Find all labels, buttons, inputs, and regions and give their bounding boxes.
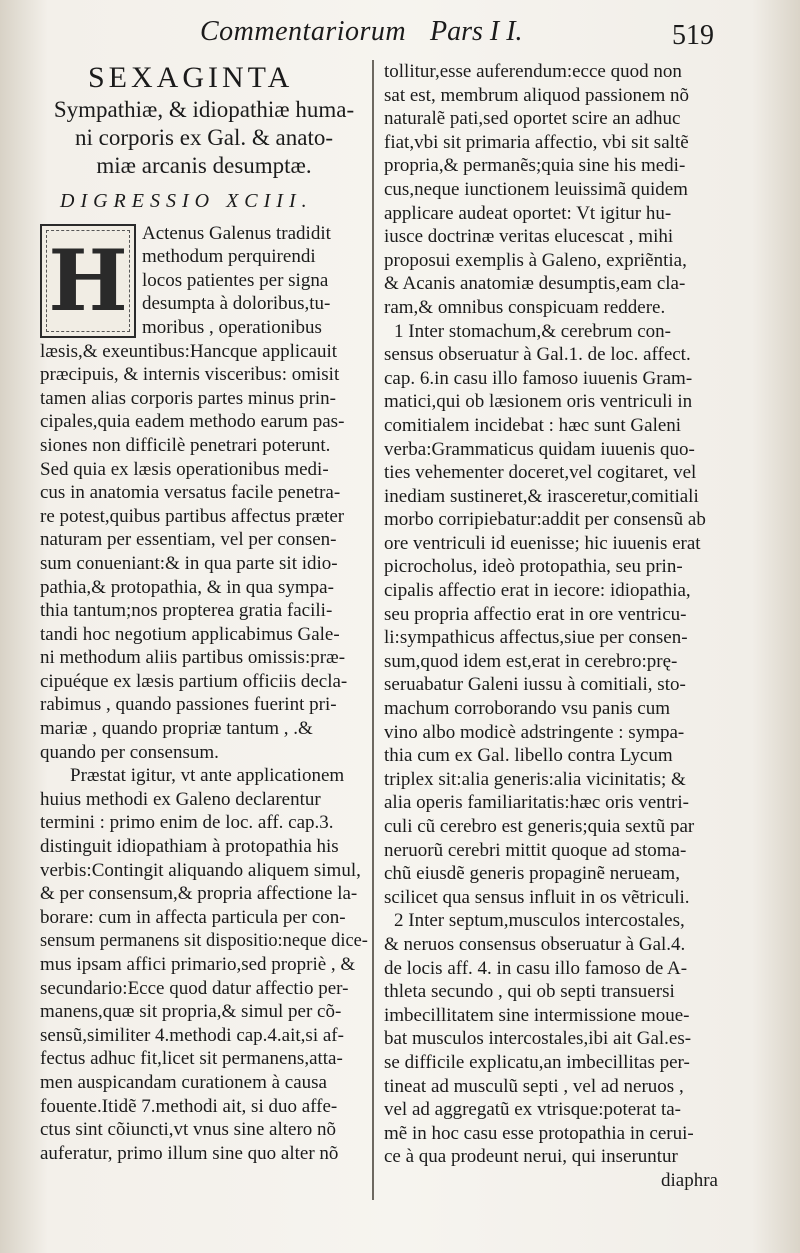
text-line: sum,quod idem est,erat in cerebro:prę- [384,650,678,672]
right-item-2 [384,909,728,1169]
text-line: Sed quia ex læsis operationibus medi- [40,458,329,480]
text-line: Sympathiæ, & idiopathiæ huma- [53,97,355,122]
text-line: fouente.Itidẽ 7.methodi ait, si duo affe- [40,1095,338,1117]
text-line: ce à qua prodeunt nerui, qui inseruntur [384,1146,678,1168]
text-line: vino albo modicè adstringente : sympa- [384,721,685,743]
text-line: quando per consensum. [40,741,219,763]
text-line: inediam sustineret,& irasceretur,comitiali [384,485,699,507]
text-line: 2 Inter septum,musculos intercostales, [394,910,685,932]
right-item-1 [384,320,728,910]
text-line: morbo corripiebatur:addit per consensũ ab [384,509,706,531]
paragraph-2 [40,764,368,1165]
text-line: seruabatur Galeni iussu à comitiali, sto- [384,674,686,696]
section-title: SEXAGINTA [88,61,294,94]
running-title: Commentariorum [200,16,407,47]
text-line: huius methodi ex Galeno declarentur [40,788,321,810]
text-line: ram,& omnibus conspicuam reddere. [384,296,666,318]
column-divider [372,60,374,1200]
text-line: distinguit idiopathiam à protopathia his [40,836,339,858]
text-line: li:sympathicus affectus,siue per consen- [384,627,688,649]
text-line: & neruos consensus obseruatur à Gal.4. [384,933,686,955]
text-line: se difficile explicatu,an imbecillitas per- [384,1051,690,1073]
text-line: mẽ in hoc casu esse protopathia in ceruі- [384,1122,694,1144]
text-line: sensum permanens sit dispositio:neque dice- [40,930,368,952]
text-line: desumpta à doloribus,tu- [142,293,331,315]
text-line: matici,qui ob læsionem oris ventriculi in [384,391,693,413]
text-line: triplex sit:alia generis:alia vicinitatis; & [384,768,686,790]
text-line: secundario:Ecce quod datur affectio per- [40,977,349,999]
text-line: sensus obseruatur à Gal.1. de loc. affect. [384,344,691,366]
text-line: de locis aff. 4. in casu illo famoso de A- [384,957,688,979]
text-line: borare: cum in affecta particula per con- [40,906,346,928]
initial-letter: H [48,230,128,330]
text-line: vel ad aggregatũ ex vtrisque:poterat ta- [384,1099,682,1121]
catchword: diaphra [661,1169,718,1191]
text-line: tollitur,esse auferendum:ecce quod non [384,61,682,82]
text-line: mariæ , quando propriæ tantum , .& [40,718,313,740]
text-line: cap. 6.in casu illo famoso iuuenis Gram- [384,367,693,389]
text-line: naturam per essentiam, vel per consen- [40,529,337,551]
text-line: rabimus , quando passiones fuerint pri- [40,694,337,716]
text-line: fectus adhuc fit,licet sit permanens,atta- [40,1048,343,1070]
text-line: ni corporis ex Gal. & anato- [74,125,334,150]
section-subtitle [40,96,368,180]
initial-ornament-frame [46,230,130,332]
text-line: moribus , operationibus [142,316,322,338]
text-line: locos patientes per signa [142,269,329,291]
text-line: & per consensum,& propria affectione la- [40,883,358,905]
text-line: alia operis familiaritatis:hæc oris ventri- [384,792,689,814]
text-line: manens,quæ sit propria,& simul per cõ- [40,1001,342,1023]
text-line: ni methodum aliis partibus omissis:præ- [40,647,346,669]
text-line: re potest,quibus partibus affectus præter [40,505,345,527]
text-line: thia tantum;nos propterea gratia facili- [40,600,333,622]
text-line: cus,neque iunctionem leuissimã quidem [384,178,688,200]
part-label: Pars I I. [430,16,523,47]
text-line: comitialem incidebat : hæc sunt Galeni [384,414,682,436]
right-paragraph-intro [384,60,728,320]
text-line: Præstat igitur, vt ante applicationem [70,765,345,787]
text-line: thia cum ex Gal. libello contra Lycum [384,745,673,767]
text-line: tandi hoc negotium applicabimus Gale- [40,623,340,645]
text-line: applicare audeat oportet: Vt igitur hu- [384,202,672,224]
text-line: ctus sint cõiuncti,vt vnus sine altero nõ [40,1119,337,1141]
text-line: machum corroborando vsu panis cum [384,698,670,720]
page-number: 519 [672,20,714,51]
text-line: tineat ad musculũ septi , vel ad neruos , [384,1075,684,1097]
text-line: præcipuis, & internis visceribus: omisit [40,364,340,386]
text-line: seu propria affectio erat in ore ventricu- [384,603,687,625]
text-line: miæ arcanis desumptæ. [96,153,312,178]
text-line: iusce doctrinæ veritas elucescat , mihi [384,226,674,248]
text-line: Actenus Galenus tradidit [142,222,331,244]
text-line: & Acanis anatomiæ desumptis,eam cla- [384,273,686,295]
text-line: sum conueniant:& in qua parte sit idio- [40,552,338,574]
text-line: bat musculos intercostales,ibi ait Gal.es- [384,1028,692,1050]
text-line: ties vehementer doceret,vel cogitaret, vel [384,462,697,484]
text-line: cus in anatomia versatus facile penetra- [40,482,341,504]
text-line: 1 Inter stomachum,& cerebrum con- [394,320,671,342]
text-line: tamen alias corporis partes minus prin- [40,387,337,409]
text-line: scilicet qua sensus influit in os vẽtriculi. [384,886,690,908]
text-line: imbecillitatem sine intermissione moue- [384,1004,690,1026]
text-line: mus ipsam affici primario,sed propriè , & [40,954,356,975]
text-line: siones non difficilè penetrari poterunt. [40,434,331,456]
text-line: naturalẽ pati,sed oportet scire an adhuc [384,108,681,130]
text-line: picrocholus, ideò protopathia, seu prin- [384,556,683,578]
right-column [384,60,728,1193]
text-line: auferatur, primo illum sine quo alter nõ [40,1142,339,1164]
text-line: sensũ,similiter 4.methodi cap.4.ait,si af- [40,1024,344,1046]
left-column [40,60,368,1165]
text-line: propria,& permanẽs;quia sine his medi- [384,155,686,177]
text-line: chũ eiusdẽ generis propaginẽ neruеam, [384,863,680,885]
text-line: verbis:Contingit aliquando aliquem simul, [40,859,361,881]
text-line: men auspicandam curationem à causa [40,1071,327,1093]
page-header [0,10,800,50]
text-line: methodum perquirendi [142,246,316,268]
text-line: verba:Grammaticus quidam iuuenis quo- [384,438,695,460]
text-line: cipuéque ex læsis partium officiis decla- [40,670,348,692]
text-line: neruorũ cerebri mittit quoque ad stoma- [384,839,687,861]
text-line: thleta secundo , qui ob septi transuersi [384,981,675,1003]
text-line: sat est, membrum aliquod passionem nõ [384,84,690,106]
ornamental-initial [40,224,136,338]
text-line: cipales,quia eadem methodo earum pas- [40,411,345,433]
text-line: fiat,vbi sit primaria affectio, vbi sit saltẽ [384,131,689,153]
text-line: culi cũ cerebro est generis;quia sextũ par [384,816,695,837]
opening-paragraph [40,222,368,340]
text-line: termini : primo enim de loc. aff. cap.3. [40,812,334,834]
text-line: læsis,& exeuntibus:Hancque applicauit [40,340,338,362]
text-line: proposui exemplis à Galeno, expriẽntia, [384,249,687,271]
text-line: ore ventriculi id euenisse; hic iuuenis erat [384,532,701,554]
paragraph-1 [40,340,368,765]
digressio-heading: DIGRESSIO XCIII. [60,190,313,212]
text-line: cipalis affectio erat in iecore: idiopathia, [384,580,691,602]
text-line: pathia,& protopathia, & in qua sympa- [40,576,334,598]
